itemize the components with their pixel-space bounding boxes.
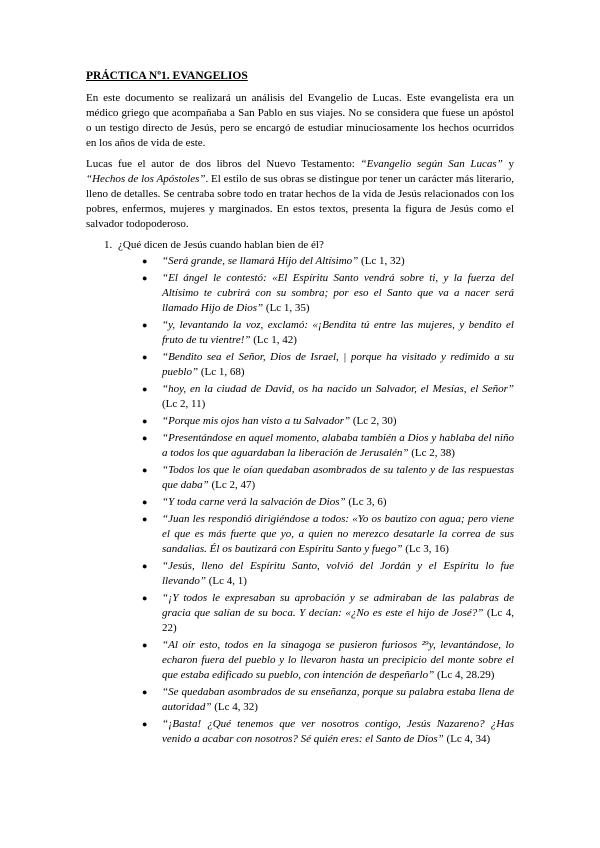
bullet-icon: ● bbox=[142, 320, 148, 330]
question-text: ¿Qué dicen de Jesús cuando hablan bien de él? bbox=[118, 239, 324, 251]
quote-text: “y, levantando la voz, exclamó: «¡Bendita tú entre las mujeres, y bendito el fruto de tu vientre!” bbox=[162, 319, 514, 346]
quote-reference: (Lc 2, 47) bbox=[208, 479, 256, 491]
quote-item bbox=[142, 254, 514, 269]
quote-item bbox=[142, 431, 514, 461]
bullet-icon: ● bbox=[142, 465, 148, 475]
intro-paragraph: En este documento se realizará un análisis del Evangelio de Lucas. Este evangelista era un médico griego que acompañaba a San Pablo en sus viajes. No se considera que fuese un apóstol o un testigo directo de Jesús, pero se encargó de estudiar minuciosamente los hechos ocurridos en los años de vida de este. bbox=[86, 92, 514, 149]
bullet-icon: ● bbox=[142, 593, 148, 603]
quote-reference: (Lc 1, 42) bbox=[250, 334, 297, 346]
quote-text: “Juan les respondió dirigiéndose a todos: «Yo os bautizo con agua; pero viene el que es más fuerte que yo, a quien no merezco desatarle la correa de sus sandalias. Él os bautizará con Espíritu Santo y fuego” bbox=[162, 513, 514, 555]
quote-text: “¡Y todos le expresaban su aprobación y se admiraban de las palabras de gracia que salían de su boca. Y decían: «¿No es este el hijo de José?” bbox=[162, 592, 514, 619]
quote-reference: (Lc 2, 11) bbox=[162, 398, 206, 410]
quote-item bbox=[142, 638, 514, 683]
quote-item bbox=[142, 318, 514, 348]
quote-reference: (Lc 1, 35) bbox=[263, 302, 310, 314]
quote-text: “Presentándose en aquel momento, alababa también a Dios y hablaba del niño a todos los que aguardaban la liberación de Jerusalén” bbox=[162, 432, 514, 459]
second-paragraph bbox=[86, 157, 514, 232]
quote-item bbox=[142, 495, 514, 510]
quote-reference: (Lc 2, 38) bbox=[408, 447, 455, 459]
quote-item bbox=[142, 350, 514, 380]
bullet-icon: ● bbox=[142, 719, 148, 729]
quote-item bbox=[142, 717, 514, 747]
bullet-icon: ● bbox=[142, 352, 148, 362]
quote-text: “Bendito sea el Señor, Dios de Israel, | porque ha visitado y redimido a su pueblo” bbox=[162, 351, 514, 378]
quote-item bbox=[142, 591, 515, 636]
document-page bbox=[86, 70, 514, 749]
quote-item bbox=[142, 382, 514, 412]
quote-text: “¡Basta! ¿Qué tenemos que ver nosotros contigo, Jesús Nazareno? ¿Has venido a acabar con nosotros? Sé quién eres: el Santo de Dios” bbox=[162, 718, 514, 745]
quote-text: “Jesús, lleno del Espíritu Santo, volvió del Jordán y el Espíritu lo fue llevando” bbox=[162, 560, 514, 587]
bullet-icon: ● bbox=[142, 273, 148, 283]
quote-list bbox=[118, 254, 514, 747]
bullet-icon: ● bbox=[142, 561, 148, 571]
bullet-icon: ● bbox=[142, 497, 148, 507]
quote-item bbox=[142, 414, 514, 429]
second-lead: Lucas fue el autor de dos libros del Nuevo Testamento: bbox=[86, 158, 361, 170]
question-item bbox=[86, 238, 514, 747]
question-number: 1. bbox=[104, 239, 113, 251]
bullet-icon: ● bbox=[142, 384, 148, 394]
quote-text: “Todos los que le oían quedaban asombrados de su talento y de las respuestas que daba” bbox=[162, 464, 514, 491]
quote-reference: (Lc 4, 32) bbox=[211, 701, 258, 713]
quote-reference: (Lc 1, 32) bbox=[358, 255, 405, 267]
quote-reference: (Lc 4, 34) bbox=[443, 733, 491, 745]
second-rest: . El estilo de sus obras se distingue por tener un carácter más literario, lleno de detalles. Se centraba sobre todo en tratar hechos de la vida de Jesús relacionados con los pobres, enfermos, mujeres y marginados. En estos textos, presenta la figura de Jesús como el salvador todopoderoso. bbox=[86, 173, 514, 230]
quote-reference: (Lc 2, 30) bbox=[350, 415, 397, 427]
quote-item bbox=[142, 685, 514, 715]
quote-text: “Será grande, se llamará Hijo del Altísimo” bbox=[162, 255, 359, 267]
quote-item bbox=[142, 271, 514, 316]
book-title-hechos: “Hechos de los Apóstoles” bbox=[86, 173, 206, 185]
quote-item bbox=[142, 512, 514, 557]
quote-reference: (Lc 4, 1) bbox=[206, 575, 247, 587]
quote-text: “hoy, en la ciudad de David, os ha nacido un Salvador, el Mesías, el Señor” bbox=[162, 383, 514, 395]
book-title-lucas: “Evangelio según San Lucas” bbox=[360, 158, 503, 170]
quote-item bbox=[142, 559, 514, 589]
quote-text: “Y toda carne verá la salvación de Dios” bbox=[162, 496, 346, 508]
quote-text: “Porque mis ojos han visto a tu Salvador” bbox=[162, 415, 351, 427]
question-list bbox=[86, 238, 514, 747]
quote-reference: (Lc 3, 6) bbox=[345, 496, 387, 508]
quote-text: “Al oír esto, todos en la sinagoga se pusieron furiosos ²⁹y, levantándose, lo echaron fuera del pueblo y lo llevaron hasta un precipicio del monte sobre el que estaba edificado su pueblo, con intención de despeñarlo” bbox=[162, 639, 514, 681]
document-title: PRÁCTICA Nº1. EVANGELIOS bbox=[86, 70, 248, 82]
bullet-icon: ● bbox=[142, 416, 148, 426]
quote-reference: (Lc 4, 28.29) bbox=[434, 669, 495, 681]
second-and: y bbox=[502, 158, 515, 170]
bullet-icon: ● bbox=[142, 687, 148, 697]
bullet-icon: ● bbox=[142, 640, 148, 650]
quote-reference: (Lc 1, 68) bbox=[198, 366, 245, 378]
quote-reference: (Lc 4, 22) bbox=[162, 607, 515, 634]
bullet-icon: ● bbox=[142, 433, 148, 443]
quote-text: “Se quedaban asombrados de su enseñanza, porque su palabra estaba llena de autoridad” bbox=[162, 686, 514, 713]
quote-item bbox=[142, 463, 514, 493]
bullet-icon: ● bbox=[142, 514, 148, 524]
quote-text: “El ángel le contestó: «El Espíritu Santo vendrá sobre ti, y la fuerza del Altísimo te cubrirá con su sombra; por eso el Santo que va a nacer será llamado Hijo de Dios” bbox=[162, 272, 514, 314]
quote-reference: (Lc 3, 16) bbox=[402, 543, 449, 555]
bullet-icon: ● bbox=[142, 256, 148, 266]
